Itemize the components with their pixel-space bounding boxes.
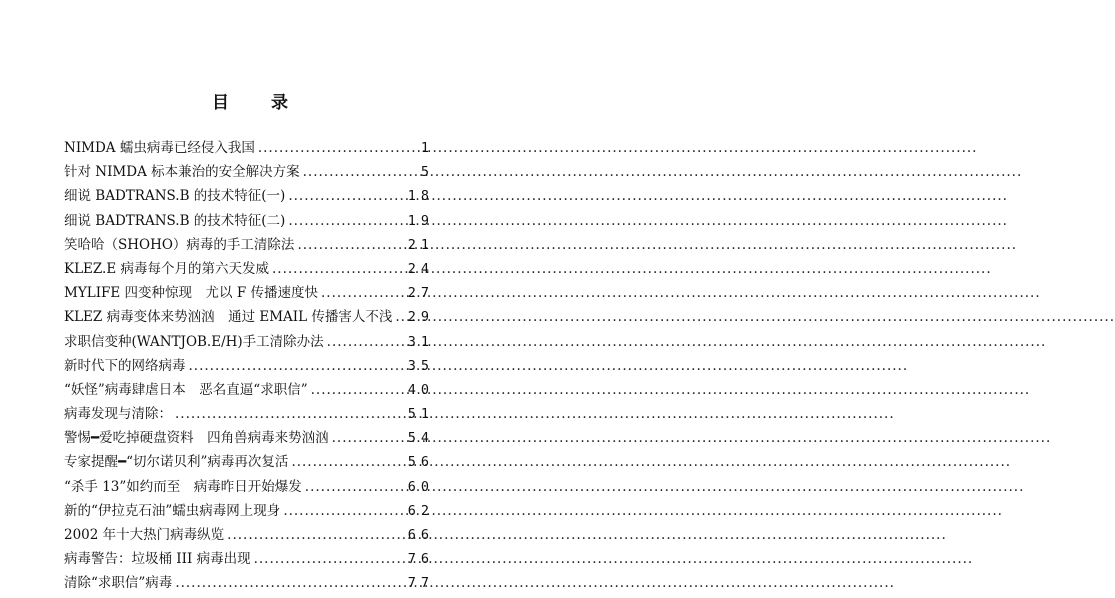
toc-entry-title: 警惕━爱吃掉硬盘资料 四角兽病毒来势汹汹 (64, 430, 329, 447)
toc-entry[interactable] (64, 573, 434, 597)
dot-leader (189, 356, 405, 376)
toc-entry[interactable] (64, 283, 434, 307)
document-page (0, 0, 500, 592)
toc-entry[interactable] (64, 356, 434, 380)
dot-leader (297, 235, 404, 255)
toc-entry-title: 笑哈哈（SHOHO）病毒的手工清除法 (64, 236, 295, 253)
toc-entry-title: 专家提醒━“切尔诺贝利”病毒再次复活 (64, 454, 289, 471)
toc-entry[interactable] (64, 501, 434, 525)
toc-entry-page: 76 (407, 551, 434, 568)
dot-leader (305, 477, 405, 497)
dot-leader (175, 573, 404, 593)
toc-entry-title: 新时代下的网络病毒 (64, 357, 186, 374)
toc-entry-title: 病毒警告：垃圾桶 III 病毒出现 (64, 551, 251, 568)
dot-leader (327, 332, 405, 352)
toc-entry-page: 24 (407, 260, 434, 277)
toc-entry-page: 35 (407, 357, 434, 374)
toc-entry[interactable] (64, 525, 434, 549)
dot-leader (291, 452, 404, 472)
dot-leader (321, 283, 405, 303)
toc-entry-page: 56 (407, 454, 434, 471)
toc-entry[interactable] (64, 452, 434, 476)
toc-entry-page: 31 (407, 333, 434, 350)
dot-leader (272, 259, 405, 279)
dot-leader (311, 380, 405, 400)
toc-entry-page: 29 (407, 309, 434, 326)
toc-entry[interactable] (64, 428, 434, 452)
dot-leader (288, 211, 404, 231)
toc-entry-title: 细说 BADTRANS.B 的技术特征(一) (64, 188, 286, 205)
toc-entry-page: 19 (407, 212, 434, 229)
dot-leader (175, 404, 405, 424)
toc-entry-title: “杀手 13”如约而至 病毒昨日开始爆发 (64, 478, 302, 495)
toc-entry-page: 51 (407, 406, 434, 423)
toc-entry-title: NIMDA 蠕虫病毒已经侵入我国 (64, 140, 255, 156)
toc-entry-page: 66 (407, 527, 434, 543)
dot-leader (288, 186, 404, 206)
toc-entry-title: KLEZ 病毒变体来势汹汹 通过 EMAIL 传播害人不浅 (64, 309, 393, 326)
toc-entry-page: 21 (407, 236, 434, 253)
toc-entry[interactable] (64, 186, 434, 210)
toc-entry-page: 77 (407, 575, 434, 592)
toc-entry-page: 18 (407, 188, 434, 205)
toc-entry[interactable] (64, 259, 434, 283)
toc-entry-page: 54 (407, 430, 434, 447)
toc-entry[interactable] (64, 380, 434, 404)
dot-leader (303, 162, 418, 182)
toc-entry-page: 62 (407, 502, 434, 519)
toc-entry-title: KLEZ.E 病毒每个月的第六天发威 (64, 260, 269, 277)
toc-entry-title: 清除“求职信”病毒 (64, 575, 173, 592)
dot-leader (395, 307, 404, 327)
toc-list (64, 138, 434, 598)
toc-entry[interactable] (64, 138, 434, 162)
toc-entry-page: 1 (420, 140, 434, 156)
toc-entry-title: 求职信变种(WANTJOB.E/H)手工清除办法 (64, 333, 324, 350)
toc-entry[interactable] (64, 404, 434, 428)
toc-entry-title: 2002 年十大热门病毒纵览 (64, 527, 225, 543)
dot-leader (283, 501, 404, 521)
toc-entry[interactable] (64, 307, 434, 331)
dot-leader (332, 428, 405, 448)
toc-entry-title: 细说 BADTRANS.B 的技术特征(二) (64, 212, 286, 229)
toc-entry-title: “妖怪”病毒肆虐日本 恶名直逼“求职信” (64, 381, 308, 398)
toc-heading: 目 录 (212, 93, 306, 113)
toc-entry[interactable] (64, 235, 434, 259)
toc-entry-page: 5 (420, 164, 434, 181)
dot-leader (258, 138, 418, 158)
toc-entry[interactable] (64, 211, 434, 235)
toc-entry-page: 40 (407, 381, 434, 398)
toc-entry-title: 针对 NIMDA 标本兼治的安全解决方案 (64, 164, 300, 181)
dot-leader (227, 525, 405, 545)
dot-leader (254, 549, 405, 569)
toc-entry[interactable] (64, 332, 434, 356)
toc-entry-page: 60 (407, 478, 434, 495)
toc-entry-title: 病毒发现与清除： (64, 406, 172, 423)
toc-entry-title: MYLIFE 四变种惊现 尤以 F 传播速度快 (64, 285, 318, 302)
toc-entry[interactable] (64, 477, 434, 501)
toc-entry-title: 新的“伊拉克石油”蠕虫病毒网上现身 (64, 502, 281, 519)
toc-entry-page: 27 (407, 285, 434, 302)
toc-entry[interactable] (64, 162, 434, 186)
toc-entry[interactable] (64, 549, 434, 573)
